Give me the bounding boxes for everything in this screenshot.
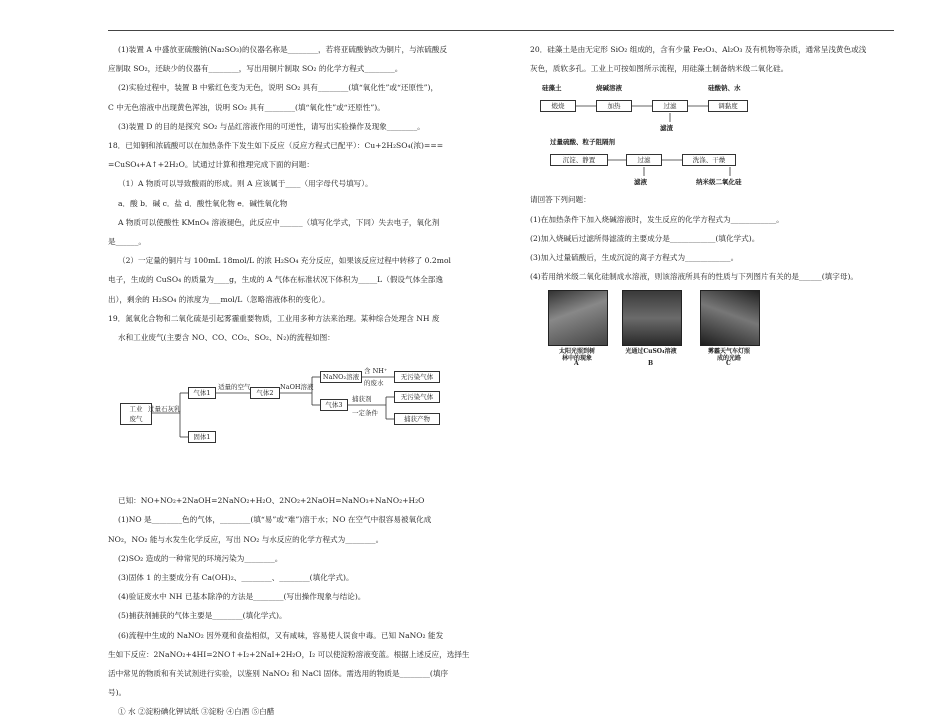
right-column (530, 40, 898, 370)
r-label-nano-silica: 纳米级二氧化硅 (696, 178, 742, 187)
q19-stem-line2: 水和工业废气(主要含 NO、CO、CO₂、SO₂、N₂)的流程如图： (118, 333, 335, 343)
r-box-heat: 加热 (596, 100, 632, 112)
q19-6-line4: 号)。 (108, 688, 127, 698)
q19-6-choices: ① 水 ②淀粉碘化钾试纸 ③淀粉 ④白酒 ⑤白醋 (118, 707, 275, 717)
r-label-caustic: 烧碱溶液 (596, 84, 622, 93)
photo-b-cuso4-solution (622, 290, 682, 346)
q20-1-line: (1)在加热条件下加入烧碱溶液时，发生反应的化学方程式为____________。 (530, 214, 784, 224)
r-box-filter2: 过滤 (626, 154, 662, 166)
q19-stem-line1: 19．氮氧化合物和二氧化硫是引起雾霾重要物质，工业用多种方法来治理。某种综合处理含 NH 废 (108, 313, 440, 323)
q18-2-line3: 出），剩余的 H₂SO₄ 的浓度为___mol/L（忽略溶液体积的变化）。 (108, 294, 330, 304)
r-label-residue: 滤渣 (660, 124, 673, 133)
q17-2-line1: (2)实验过程中，装置 B 中紫红色变为无色，说明 SO₂ 具有________(填“氧化性”或“还原性”)， (118, 83, 439, 93)
photo-b-caption: 光通过CuSO₄溶液 (625, 348, 677, 356)
node-capture-product: 捕获产物 (394, 413, 440, 425)
q20-photos (530, 290, 898, 363)
q18-1-line: （1）A 物质可以导致酸雨的形成。则 A 应该属于____（用字母代号填写）。 (118, 179, 373, 189)
r-label-acid: 过量硫酸、粒子阻隔剂 (550, 138, 615, 147)
photo-c-caption: 雾霾天气车灯照 成的光路 (707, 348, 750, 363)
photo-b-letter: B (648, 360, 654, 368)
q19-flowchart (108, 355, 496, 483)
q17-1-line2: 应制取 SO₂，还缺少的仪器有________，写出用铜片制取 SO₂ 的化学方程式________。 (108, 64, 403, 74)
q19-5-line: (5)捕获剂捕获的气体主要是________(填化学式)。 (118, 611, 287, 621)
edge-condition-label: 一定条件 (352, 409, 378, 418)
r-label-filtrate: 滤液 (634, 178, 647, 187)
edge-waste-label2: 的废水 (364, 379, 384, 388)
q19-4-line: (4)验证废水中 NH 已基本除净的方法是________(写出操作现象与结论)。 (118, 592, 366, 602)
photo-c-letter: C (726, 360, 731, 368)
q19-1-line1: (1)NO 是________色的气体，________(填“易”或“难”)溶于水；NO 在空气中很容易被氧化成 (118, 515, 432, 525)
q18-stem-line1: 18．已知铜和浓硫酸可以在加热条件下发生如下反应（反应方程式已配平）：Cu+2H₂SO₄(浓)=== (108, 141, 444, 151)
q20-stem-line2: 灰色，质软多孔。工业上可按如图所示流程，用硅藻土制备纳米级二氧化硅。 (530, 64, 789, 74)
photo-c-headlight-beam (700, 290, 760, 346)
photo-a-caption: 太阳光照到树 林中的现象 (558, 348, 595, 363)
node-clean-gas-1: 无污染气体 (394, 371, 440, 383)
q19-6-line1: (6)流程中生成的 NaNO₂ 因外观和食盐相似，又有咸味，容易使人误食中毒。已知 NaNO₂ 能发 (118, 630, 444, 640)
r-box-calcine: 煅烧 (540, 100, 576, 112)
q19-6-line3: 活中常见的物质和有关试剂进行实验，以鉴别 NaNO₂ 和 NaCl 固体。需选用的物质是________(填序 (108, 669, 449, 679)
q20-2-line: (2)加入烧碱后过滤所得滤渣的主要成分是____________(填化学式)。 (530, 233, 760, 243)
left-column (108, 40, 496, 722)
q18-2-line1: （2）一定量的铜片与 100mL 18mol/L 的浓 H₂SO₄ 充分反应，如果该反应过程中转移了 0.2mol (118, 256, 451, 266)
node-gas1: 气体1 (188, 387, 216, 399)
r-box-filter1: 过滤 (652, 100, 688, 112)
r-box-precipitate: 沉淀、静置 (550, 154, 608, 166)
q19-known: 已知：NO+NO₂+2NaOH=2NaNO₂+H₂O、2NO₂+2NaOH=NaNO₃+NaNO₂+H₂O (118, 496, 425, 506)
node-industrial-gas-label: 工业 废气 (129, 405, 143, 424)
edge-waste-label: 含 NH⁺ (364, 367, 388, 376)
q17-3-line: (3)装置 D 的目的是探究 SO₂ 与品红溶液作用的可逆性，请写出实验操作及现象________。 (118, 121, 425, 131)
q18-stem-line2: =CuSO₄+A↑+2H₂O。试通过计算和推理完成下面的问题： (108, 160, 314, 170)
edge-lime-label: 过量石灰乳 (148, 405, 181, 414)
r-label-silicate: 硅酸钠、水 (708, 84, 741, 93)
page-top-rule (108, 30, 894, 31)
photo-a-forest-light (548, 290, 608, 346)
edge-capture-label: 捕获剂 (352, 395, 372, 404)
edge-air-label: 适量的空气 (218, 383, 251, 392)
photo-a-letter: A (574, 360, 579, 368)
node-solid1: 固体1 (188, 431, 216, 443)
r-box-viscosity: 调黏度 (708, 100, 748, 112)
q18-1b-line2: 是______。 (108, 237, 146, 247)
q17-2-line2: C 中无色溶液中出现黄色浑浊，说明 SO₂ 具有________(填“氧化性”或“还原性”)。 (108, 102, 385, 112)
q19-1-line2: NO₂，NO₂ 能与水发生化学反应，写出 NO₂ 与水反应的化学方程式为________。 (108, 534, 384, 544)
r-label-diatomite: 硅藻土 (542, 84, 562, 93)
q20-stem-line1: 20．硅藻土是由无定形 SiO₂ 组成的，含有少量 Fe₂O₃、Al₂O₃ 及有机物等杂质，通常呈浅黄色或浅 (530, 45, 867, 54)
q18-options: a．酸 b．碱 c．盐 d．酸性氧化物 e．碱性氧化物 (118, 198, 288, 208)
q20-flowchart (530, 80, 898, 190)
q20-4-line: (4)若用纳米级二氧化硅制成水溶液，则该溶液所具有的性质与下列图片有关的是______(填字母)。 (530, 272, 859, 282)
q19-2-line: (2)SO₂ 造成的一种常见的环境污染为________。 (118, 553, 283, 563)
q18-2-line2: 电子，生成的 CuSO₄ 的质量为____g，生成的 A 气体在标准状况下体积为_____L（假设气体全部逸 (108, 275, 443, 285)
node-nano2: NaNO₂溶液 (320, 371, 362, 383)
q18-1b-line1: A 物质可以使酸性 KMnO₄ 溶液褪色，此反应中______（填写化学式，下同）失去电子，氧化剂 (118, 217, 440, 227)
photo-letters (530, 360, 898, 370)
edge-naoh-label: NaOH溶液 (280, 383, 314, 392)
q17-1-line1: (1)装置 A 中盛放亚硫酸钠(Na₂SO₃)的仪器名称是________，若将亚硫酸钠改为铜片，与浓硫酸反 (118, 45, 448, 54)
node-gas3: 气体3 (320, 399, 348, 411)
q20-flow-connectors (530, 80, 830, 190)
q19-3-line: (3)固体 1 的主要成分有 Ca(OH)₂、________、________(填化学式)。 (118, 573, 354, 583)
q19-6-line2: 生如下反应：2NaNO₂+4HI=2NO↑+I₂+2NaI+2H₂O，I₂ 可以使淀粉溶液变蓝。根据上述反应，选择生 (108, 649, 470, 659)
node-gas2: 气体2 (250, 387, 280, 399)
q20-prompt: 请回答下列问题： (530, 195, 591, 205)
r-box-wash-dry: 洗涤、干燥 (682, 154, 736, 166)
q20-3-line: (3)加入过量硫酸后，生成沉淀的离子方程式为____________。 (530, 253, 739, 263)
node-clean-gas-2: 无污染气体 (394, 391, 440, 403)
